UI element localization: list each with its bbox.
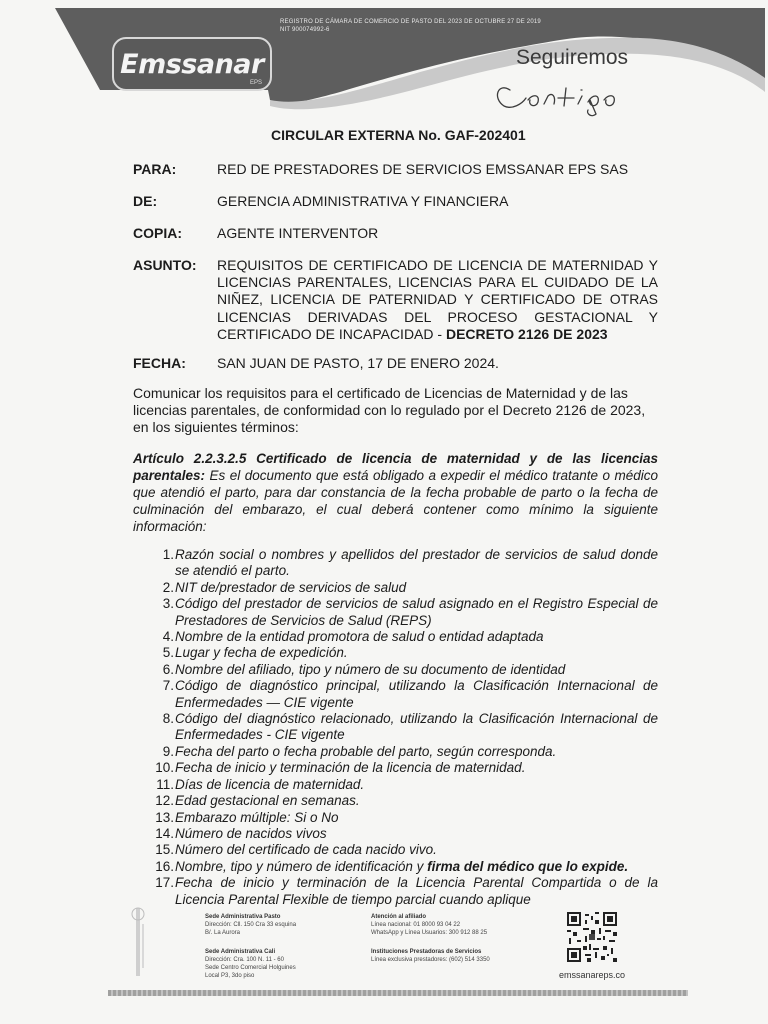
prestadores-title: Instituciones Prestadoras de Servicios: [371, 949, 482, 955]
de-label: DE:: [133, 193, 158, 209]
requirement-number: 16.: [155, 858, 174, 874]
website-url: emssanareps.co: [559, 970, 626, 980]
requirement-text: Edad gestacional en semanas.: [175, 793, 360, 809]
logo-eps: EPS: [249, 80, 262, 86]
article-body: Es el documento que está obligado a expedir el médico tratante o médico que atendió el parto, para dar constancia de la fecha probable de parto o la fecha de culminación del embarazo, el cual deberá contener como mínimo la siguiente información:: [133, 468, 658, 534]
requirement-text: Código del prestador de servicios de salud asignado en el Registro Especial de Prestadores de Servicios de Salud (REPS): [175, 596, 658, 628]
requirement-number: 4.: [162, 629, 174, 645]
registry-header: [280, 18, 580, 34]
requirement-item: [150, 645, 658, 661]
sede-cali-block: [205, 948, 296, 980]
sede-cali-line3: Local P3, 3do piso: [205, 973, 255, 979]
requirement-item: [150, 826, 658, 842]
requirement-text: NIT de/prestador de servicios de salud: [175, 579, 407, 595]
requirement-item: [150, 859, 658, 875]
afiliado-line1: Línea nacional: 01 8000 93 04 22: [371, 922, 461, 928]
sede-pasto-line2: B/. La Aurora: [205, 930, 241, 936]
sede-pasto-line1: Dirección: Cll. 150 Cra 33 esquina: [205, 922, 297, 928]
requirement-text: Embarazo múltiple: Si o No: [175, 809, 339, 825]
requirement-text: Código del diagnóstico relacionado, utilizando la Clasificación Internacional de Enfermedades - CIE vigente: [175, 711, 658, 743]
requirement-text: Fecha de inicio y terminación de la Licencia Parental Compartida o de la Licencia Parental Flexible de tiempo parcial cuando aplique: [175, 875, 658, 907]
para-value: RED DE PRESTADORES DE SERVICIOS EMSSANAR EPS SAS: [217, 161, 629, 177]
requirement-item: [150, 744, 658, 760]
requirement-item: [150, 777, 658, 793]
requirement-number: 7.: [162, 678, 174, 694]
requirement-text: Código de diagnóstico principal, utilizando la Clasificación Internacional de Enfermedades — CIE vigente: [175, 678, 658, 710]
requirement-item: [150, 662, 658, 678]
requirement-item: [150, 629, 658, 645]
copia-value: AGENTE INTERVENTOR: [217, 225, 379, 241]
requirement-item: [150, 678, 658, 711]
sede-pasto-block: [205, 913, 296, 937]
afiliado-title: Atención al afiliado: [371, 914, 427, 920]
requirement-item: [150, 580, 658, 596]
requirement-text: Días de licencia de maternidad.: [175, 776, 365, 792]
requirement-text: Fecha del parto o fecha probable del parto, según corresponda.: [175, 743, 557, 759]
article-title: Artículo 2.2.3.2.5 Certificado de licencia de maternidad y de las licencias parentales:: [133, 451, 658, 483]
requirement-number: 1.: [162, 547, 174, 562]
requirement-number: 17.: [155, 875, 174, 891]
slogan-script-contigo: [488, 68, 668, 118]
fecha-label: FECHA:: [133, 355, 186, 371]
sede-cali-title: Sede Administrativa Cali: [205, 949, 276, 955]
requirement-number: 6.: [162, 661, 174, 677]
requirement-text: Fecha de inicio y terminación de la licencia de maternidad.: [175, 760, 526, 776]
requirement-item: [150, 842, 658, 858]
requirement-text: Nombre, tipo y número de identificación y: [175, 858, 428, 874]
article-paragraph: [133, 450, 658, 535]
requirement-number: 15.: [155, 842, 174, 858]
requirement-number: 10.: [155, 760, 174, 776]
requirement-text: Nombre de la entidad promotora de salud o entidad adaptada: [175, 629, 544, 645]
requirement-number: 11.: [156, 776, 174, 792]
requirement-text: Número de nacidos vivos: [175, 825, 327, 841]
requirement-number: 3.: [162, 596, 174, 612]
nit-line: NIT 900074992-6: [280, 27, 330, 33]
requirement-item: [150, 793, 658, 809]
requirement-number: 8.: [162, 711, 174, 727]
asunto-body: REQUISITOS DE CERTIFICADO DE LICENCIA DE MATERNIDAD Y LICENCIAS PARENTALES, LICENCIAS PARA EL CUIDADO DE LA NIÑEZ, LICENCIA DE PATERNIDAD Y CERTIFICADO DE OTRAS LICENCIAS DERIVADAS DEL PROCESO GESTACIONAL Y CERTIFICADO DE INCAPACIDAD -: [217, 257, 658, 342]
bottom-decorative-bar: [108, 990, 688, 996]
copia-label: COPIA:: [133, 225, 182, 241]
circular-title: CIRCULAR EXTERNA No. GAF-202401: [271, 127, 526, 143]
sede-cali-line2: Sede Centro Comercial Holguines: [205, 965, 296, 971]
requirement-number: 12.: [155, 793, 174, 809]
atencion-afiliado-block: [371, 913, 487, 937]
sede-pasto-title: Sede Administrativa Pasto: [205, 914, 281, 920]
requirements-list: [150, 547, 658, 908]
registry-line: REGISTRO DE CÁMARA DE COMERCIO DE PASTO DEL 2023 DE OCTUBRE 27 DE 2019: [280, 19, 541, 25]
fecha-value: SAN JUAN DE PASTO, 17 DE ENERO 2024.: [217, 355, 499, 371]
requirement-number: 14.: [155, 825, 174, 841]
requirement-item: [150, 547, 658, 580]
qr-code-icon: [567, 912, 617, 962]
requirement-text: Nombre del afiliado, tipo y número de su documento de identidad: [175, 661, 566, 677]
slogan-top: Seguiremos: [516, 46, 629, 69]
requirement-number: 13.: [155, 809, 174, 825]
prestadores-line1: Línea exclusiva prestadores: (602) 514 3350: [371, 957, 490, 963]
asunto-text: [217, 257, 658, 343]
para-label: PARA:: [133, 161, 177, 177]
sede-cali-line1: Dirección: Cra. 100 N. 11 - 60: [205, 957, 284, 963]
requirement-number: 2.: [162, 579, 174, 595]
requirement-item: [150, 810, 658, 826]
asunto-label: ASUNTO:: [133, 257, 197, 273]
requirement-number: 9.: [162, 743, 174, 759]
requirement-item: [150, 760, 658, 776]
asunto-decree: DECRETO 2126 DE 2023: [445, 325, 608, 342]
vertical-seal-watermark: [124, 904, 154, 980]
de-value: GERENCIA ADMINISTRATIVA Y FINANCIERA: [217, 193, 509, 209]
requirement-text: Razón social o nombres y apellidos del prestador de servicios de salud donde se atendió el parto.: [175, 547, 658, 579]
requirement-text: Lugar y fecha de expedición.: [175, 645, 348, 661]
intro-paragraph: Comunicar los requisitos para el certificado de Licencias de Maternidad y de las licencias parentales, de conformidad con lo regulado por el Decreto 2126 de 2023, en los siguientes términos:: [133, 385, 646, 435]
requirement-item: [150, 596, 658, 629]
prestadores-block: [371, 948, 490, 964]
logo-text: Emssanar: [120, 48, 264, 80]
requirement-bold-text: firma del médico que lo expide.: [427, 858, 629, 874]
requirement-item: [150, 711, 658, 744]
afiliado-line2: WhatsApp y Línea Usuarios: 300 912 88 25: [371, 930, 488, 936]
requirement-text: Número del certificado de cada nacido vivo.: [175, 842, 437, 858]
emssanar-logo: [112, 37, 272, 91]
requirement-item: [150, 875, 658, 908]
requirement-number: 5.: [162, 645, 174, 661]
